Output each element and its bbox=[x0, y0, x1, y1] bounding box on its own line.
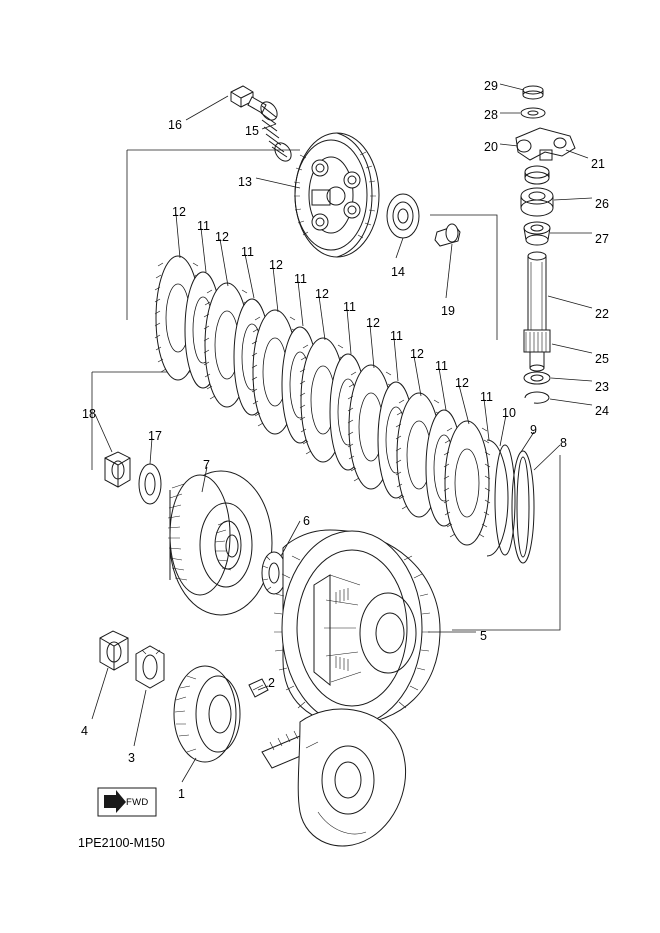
callout-12-d: 12 bbox=[315, 287, 329, 301]
callout-29: 29 bbox=[484, 79, 498, 93]
callout-1: 1 bbox=[178, 787, 185, 801]
callout-18: 18 bbox=[82, 407, 96, 421]
callout-23: 23 bbox=[595, 380, 609, 394]
callout-17: 17 bbox=[148, 429, 162, 443]
callout-11-a: 11 bbox=[197, 219, 210, 233]
callout-11-e: 11 bbox=[390, 329, 403, 343]
diagram-part-code: 1PE2100-M150 bbox=[78, 836, 165, 850]
callout-12-f: 12 bbox=[410, 347, 424, 361]
callout-19: 19 bbox=[441, 304, 455, 318]
callout-9: 9 bbox=[530, 423, 537, 437]
callout-2: 2 bbox=[268, 676, 275, 690]
callout-12-c: 12 bbox=[269, 258, 283, 272]
callout-4: 4 bbox=[81, 724, 88, 738]
callout-5: 5 bbox=[480, 629, 487, 643]
callout-8: 8 bbox=[560, 436, 567, 450]
callout-11-c: 11 bbox=[294, 272, 307, 286]
callout-12-e: 12 bbox=[366, 316, 380, 330]
callout-24: 24 bbox=[595, 404, 609, 418]
callout-12-g: 12 bbox=[455, 376, 469, 390]
callout-21: 21 bbox=[591, 157, 605, 171]
callout-28: 28 bbox=[484, 108, 498, 122]
callout-15: 15 bbox=[245, 124, 259, 138]
callout-6: 6 bbox=[303, 514, 310, 528]
callout-11-d: 11 bbox=[343, 300, 356, 314]
callout-12-a: 12 bbox=[172, 205, 186, 219]
callout-11-b: 11 bbox=[241, 245, 254, 259]
callout-16: 16 bbox=[168, 118, 182, 132]
callout-14: 14 bbox=[391, 265, 405, 279]
callout-26: 26 bbox=[595, 197, 609, 211]
fwd-direction-label: FWD bbox=[126, 797, 149, 808]
callout-11-g: 11 bbox=[480, 390, 493, 404]
callout-27: 27 bbox=[595, 232, 609, 246]
callout-20: 20 bbox=[484, 140, 498, 154]
callout-22: 22 bbox=[595, 307, 609, 321]
callout-7: 7 bbox=[203, 458, 210, 472]
callout-10: 10 bbox=[502, 406, 516, 420]
callout-11-f: 11 bbox=[435, 359, 448, 373]
callout-12-b: 12 bbox=[215, 230, 229, 244]
callout-3: 3 bbox=[128, 751, 135, 765]
callout-25: 25 bbox=[595, 352, 609, 366]
callout-13: 13 bbox=[238, 175, 252, 189]
